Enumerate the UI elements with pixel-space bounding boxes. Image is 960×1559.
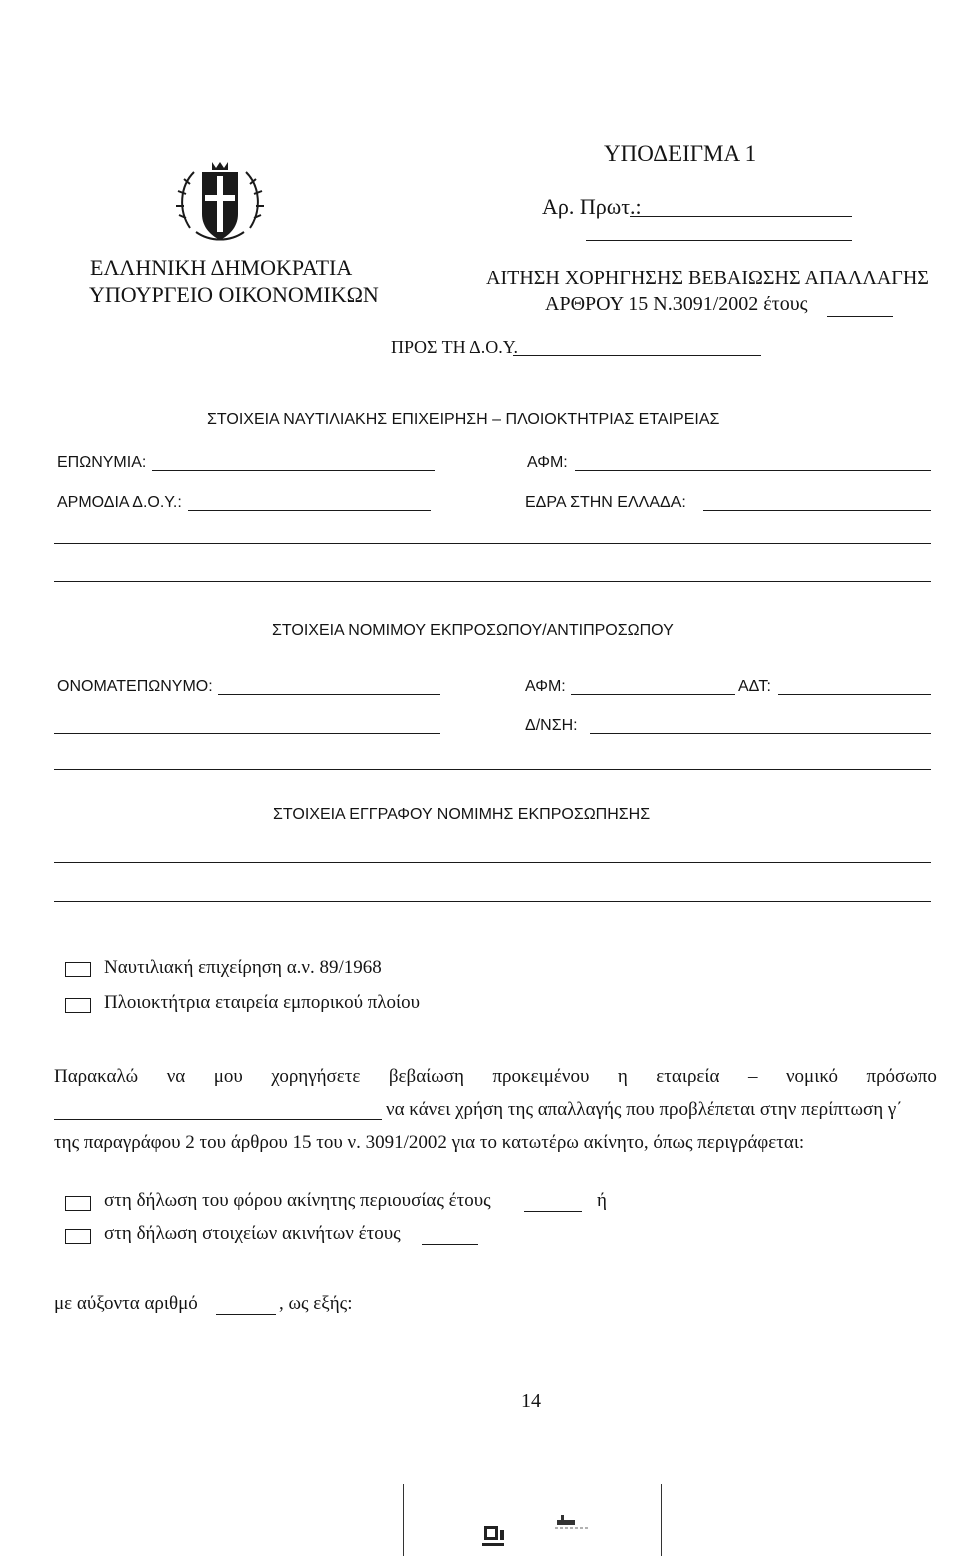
legal-entity-name-field[interactable] [54,1119,382,1120]
representative-fullname-label: ΟΝΟΜΑΤΕΠΩΝΥΜΟ: [57,678,213,695]
representative-fullname-field[interactable] [218,694,440,695]
representative-section-heading: ΣΤΟΙΧΕΙΑ ΝΟΜΙΜΟΥ ΕΚΠΡΟΣΩΠΟΥ/ΑΝΤΙΠΡΟΣΩΠΟΥ [272,622,674,639]
representative-address-field[interactable] [590,733,931,734]
property-tax-or-text: ή [597,1190,607,1211]
request-word: χορηγήσετε [271,1066,361,1087]
serial-number-suffix: , ως εξής: [279,1293,353,1314]
scan-artifact-line-right [661,1484,662,1556]
request-title-line2: ΑΡΘΡΟΥ 15 Ν.3091/2002 έτους [545,293,808,315]
company-section-heading: ΣΤΟΙΧΕΙΑ ΝΑΥΤΙΛΙΑΚΗΣ ΕΠΙΧΕΙΡΗΣΗ – ΠΛΟΙΟΚΤΗΤΡΙΑΣ ΕΤΑΙΡΕΙΑΣ [207,411,720,428]
page-number: 14 [521,1390,541,1412]
property-data-year-field[interactable] [422,1244,478,1245]
property-tax-declaration-label: στη δήλωση του φόρου ακίνητης περιουσίας έτους [104,1190,491,1211]
protocol-label: Αρ. Πρωτ.: [542,194,642,219]
request-word: προκειμένου [492,1066,590,1087]
maritime-enterprise-label: Ναυτιλιακή επιχείρηση α.ν. 89/1968 [104,957,382,978]
representative-extra-line[interactable] [54,733,440,734]
representative-address-label: Δ/ΝΣΗ: [525,717,578,734]
request-word: – [747,1066,758,1087]
property-tax-year-field[interactable] [524,1211,582,1212]
request-word: βεβαίωση [388,1066,464,1087]
company-name-field[interactable] [152,470,435,471]
request-text-line3: της παραγράφου 2 του άρθρου 15 του ν. 3091/2002 για το κατωτέρω ακίνητο, όπως περιγράφεται: [54,1132,805,1153]
shipowning-company-label: Πλοιοκτήτρια εταιρεία εμπορικού πλοίου [104,992,421,1013]
request-word: νομικό [785,1066,838,1087]
company-afm-label: ΑΦΜ: [527,454,568,471]
greek-coat-of-arms-emblem [172,158,268,254]
scan-artifact-smudge [553,1514,593,1532]
request-word: Παρακαλώ [54,1066,139,1087]
company-name-label: ΕΠΩΝΥΜΙΑ: [57,454,147,471]
property-data-declaration-label: στη δήλωση στοιχείων ακινήτων έτους [104,1223,401,1244]
request-word: μου [213,1066,243,1087]
document-line-1[interactable] [54,862,931,863]
company-seat-field[interactable] [703,510,931,511]
scan-artifact-line-left [403,1484,404,1556]
request-word: η [617,1066,628,1087]
property-tax-declaration-checkbox[interactable] [65,1196,91,1211]
template-title: ΥΠΟΔΕΙΓΜΑ 1 [604,141,757,166]
company-seat-label: ΕΔΡΑ ΣΤΗΝ ΕΛΛΑΔΑ: [525,494,686,511]
representative-afm-field[interactable] [571,694,735,695]
state-name: ΕΛΛΗΝΙΚΗ ΔΗΜΟΚΡΑΤΙΑ [90,255,353,280]
company-doy-field[interactable] [188,510,431,511]
serial-number-label: με αύξοντα αριθμό [54,1293,198,1314]
representative-afm-label: ΑΦΜ: [525,678,566,695]
property-data-declaration-checkbox[interactable] [65,1229,91,1244]
serial-number-field[interactable] [216,1314,276,1315]
company-extra-line-1[interactable] [54,543,931,544]
protocol-second-field[interactable] [586,240,852,241]
request-word: να [166,1066,186,1087]
request-text-line1 [54,1066,937,1088]
request-word: εταιρεία [656,1066,720,1087]
representative-adt-label: ΑΔΤ: [738,678,771,695]
to-doy-label: ΠΡΟΣ ΤΗ Δ.Ο.Υ. [391,337,519,357]
to-doy-field[interactable] [513,355,761,356]
ministry-name: ΥΠΟΥΡΓΕΙΟ ΟΙΚΟΝΟΜΙΚΩΝ [89,282,379,307]
request-year-field[interactable] [827,316,893,317]
representative-extra-line-2[interactable] [54,769,931,770]
request-text-line2: να κάνει χρήση της απαλλαγής που προβλέπεται στην περίπτωση γ΄ [386,1099,903,1120]
document-section-heading: ΣΤΟΙΧΕΙΑ ΕΓΓΡΑΦΟΥ ΝΟΜΙΜΗΣ ΕΚΠΡΟΣΩΠΗΣΗΣ [273,806,651,823]
protocol-number-field[interactable] [630,216,852,217]
maritime-enterprise-checkbox[interactable] [65,962,91,977]
representative-adt-field[interactable] [778,694,931,695]
request-title-line1: ΑΙΤΗΣΗ ΧΟΡΗΓΗΣΗΣ ΒΕΒΑΙΩΣΗΣ ΑΠΑΛΛΑΓΗΣ [486,267,929,289]
shipowning-company-checkbox[interactable] [65,998,91,1013]
company-doy-label: ΑΡΜΟΔΙΑ Δ.Ο.Υ.: [57,494,182,511]
request-word: πρόσωπο [866,1066,937,1087]
scan-artifact-mark [478,1522,514,1552]
document-line-2[interactable] [54,901,931,902]
company-extra-line-2[interactable] [54,581,931,582]
company-afm-field[interactable] [575,470,931,471]
